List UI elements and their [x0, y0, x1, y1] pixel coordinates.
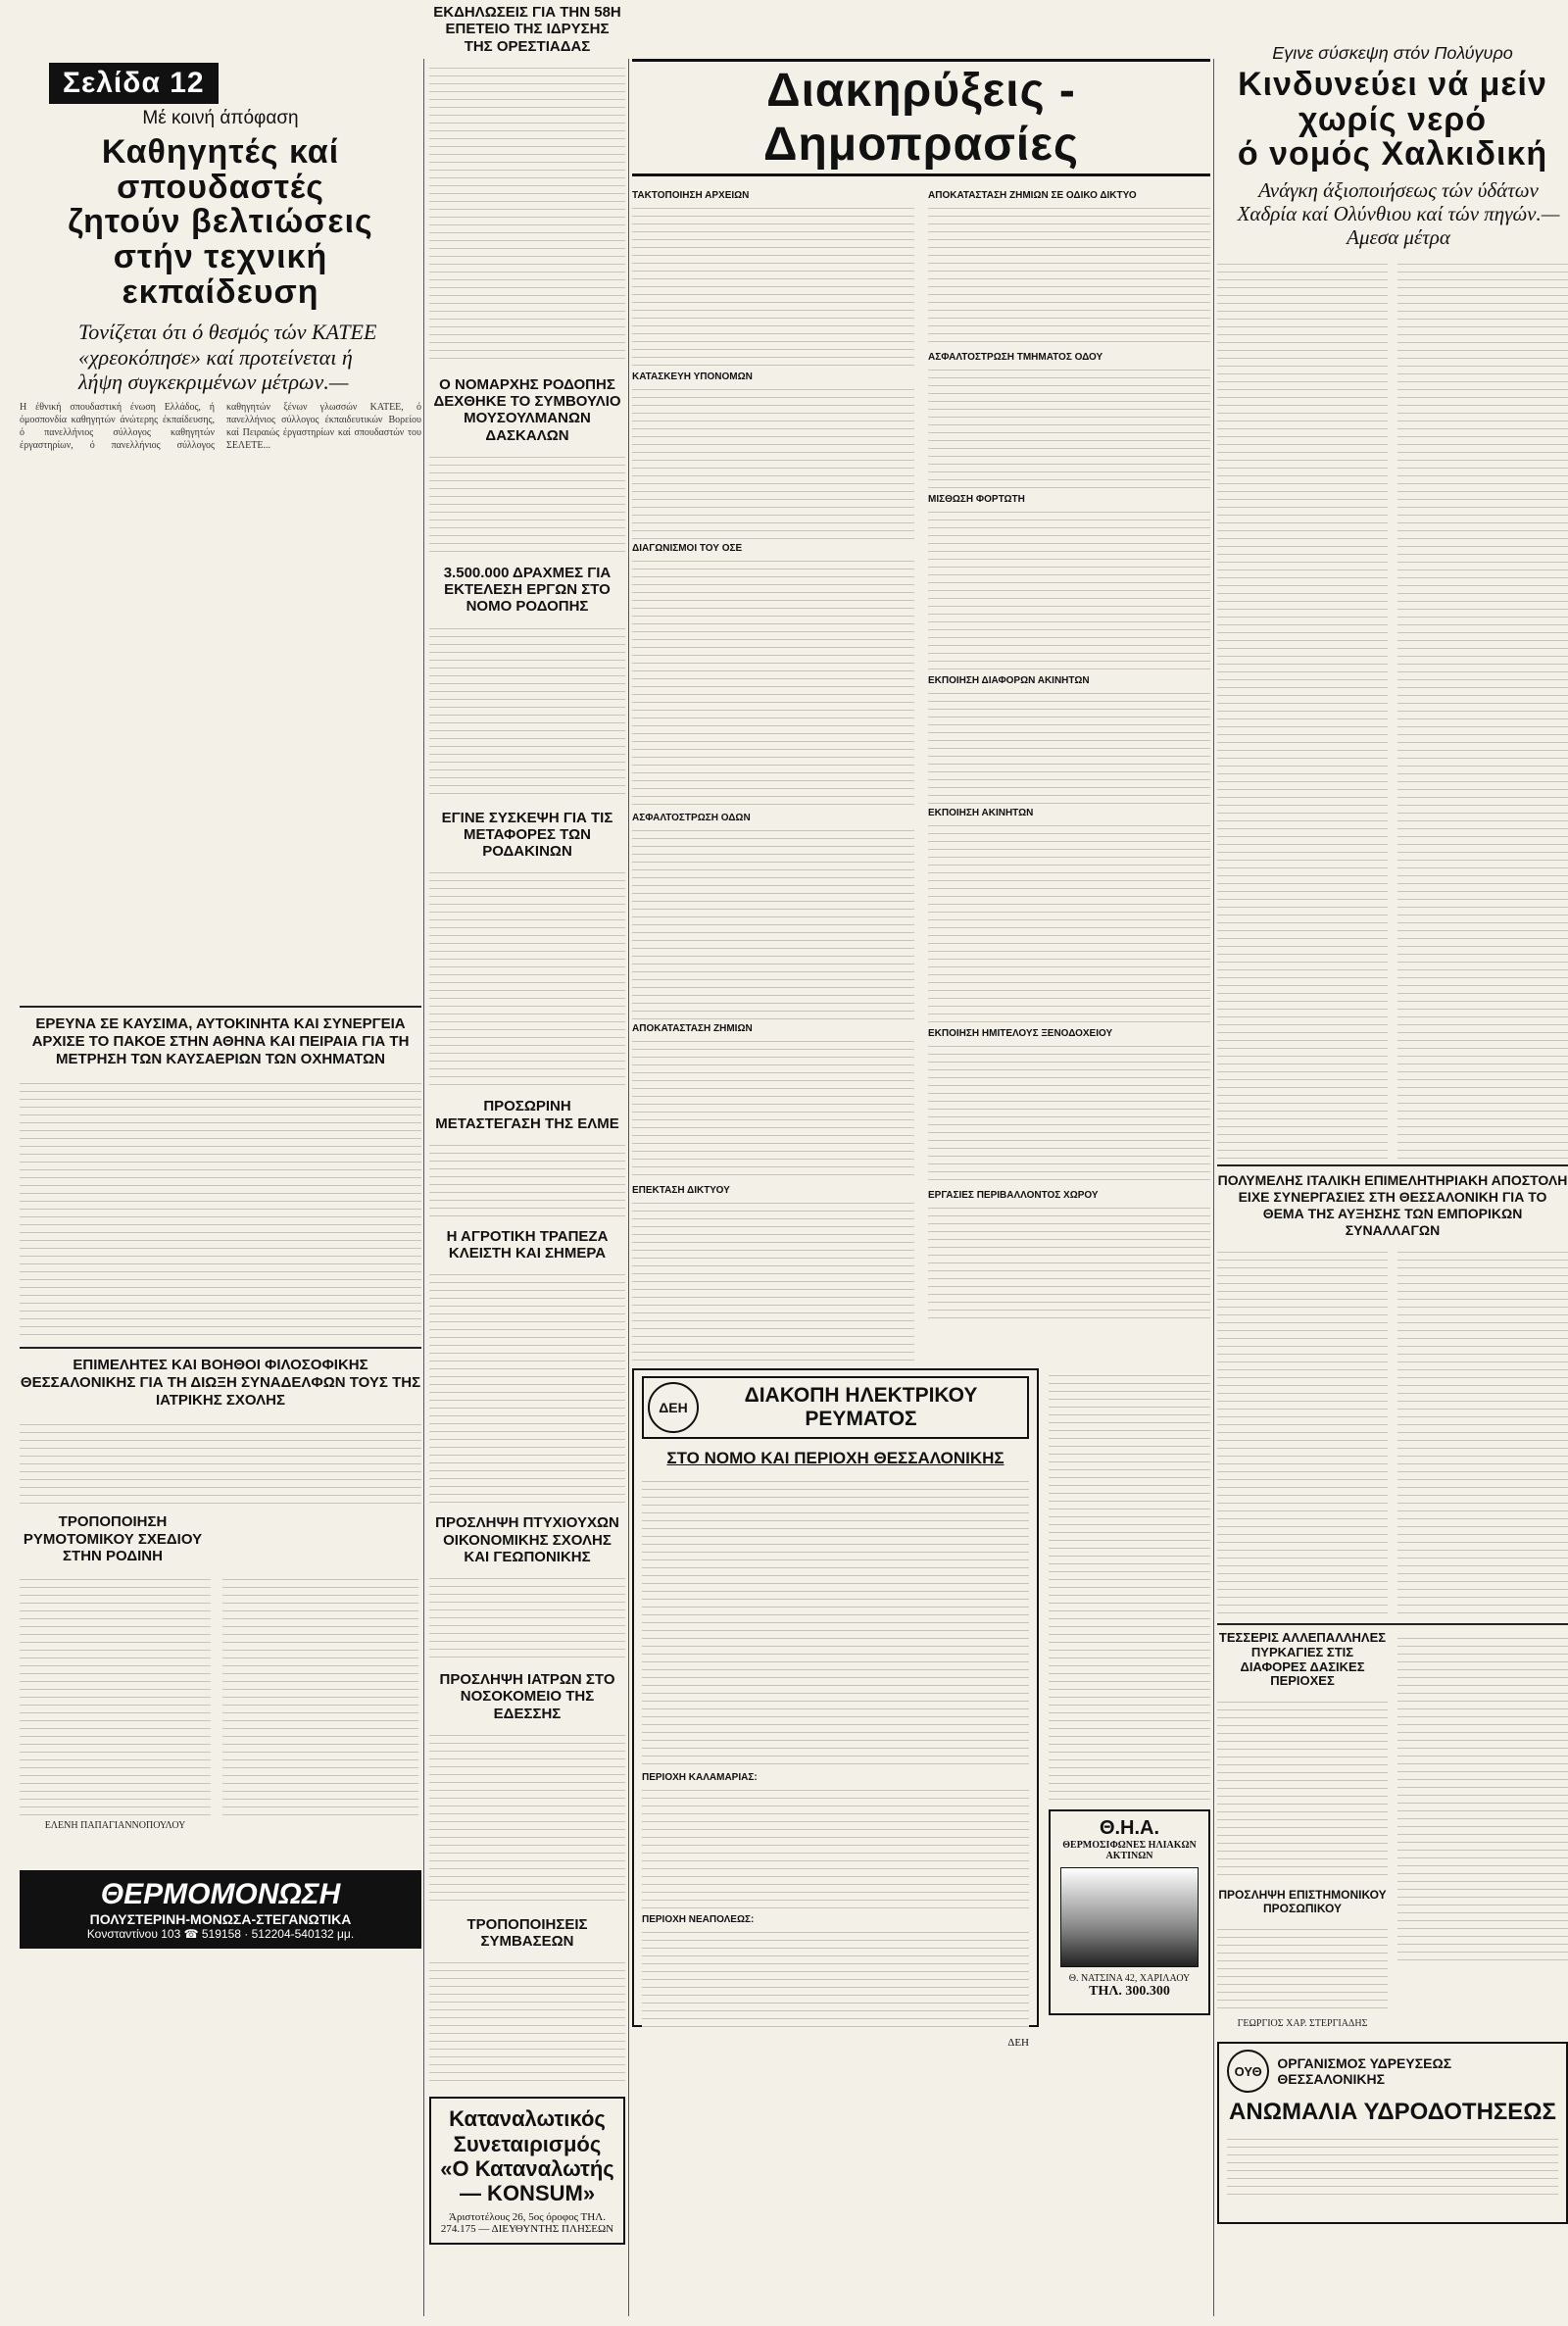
- story-headline: ΕΡΕΥΝΑ ΣΕ ΚΑΥΣΙΜΑ, ΑΥΤΟΚΙΝΗΤΑ ΚΑΙ ΣΥΝΕΡΓΕΙΑ ΑΡΧΙΣΕ ΤΟ ΠΑΚΟΕ ΣΤΗΝ ΑΘΗΝΑ ΚΑΙ ΠΕΙΡΑΙΑ ΓΙΑ ΤΗ ΜΕΤΡΗΣΗ ΤΩΝ ΚΑΥΣΑΕΡΙΩΝ ΤΩΝ ΟΧΗΜΑΤΩΝ: [31, 1015, 410, 1068]
- story-body: [1397, 1245, 1568, 1617]
- notice-section-heading: ΠΕΡΙΟΧΗ ΚΑΛΑΜΑΡΙΑΣ:: [642, 1772, 758, 1784]
- story-body: [429, 450, 625, 553]
- article-kicker: Μέ κοινή άπόφαση: [142, 108, 299, 128]
- notice-section-heading: ΠΕΡΙΟΧΗ ΝΕΑΠΟΛΕΩΣ:: [642, 1914, 755, 1926]
- auction-text: [928, 505, 1210, 671]
- ad-subtitle: ΠΟΛΥΣΤΕΡΙΝΗ-ΜΟΝΩΣΑ-ΣΤΕΓΑΝΩΤΙΚΑ: [89, 1911, 352, 1928]
- article-signature: ΕΛΕΝΗ ΠΑΠΑΓΙΑΝΝΟΠΟΥΛΟΥ: [44, 1820, 186, 1832]
- divider: [20, 1006, 421, 1008]
- banner-title: Διακηρύξεις - Δημοπρασίες: [762, 65, 1080, 171]
- story-body: [1217, 1245, 1388, 1617]
- divider: [1217, 1164, 1568, 1166]
- story-body: [429, 621, 625, 798]
- auction-heading: ΕΚΠΟΙΗΣΗ ΑΚΙΝΗΤΩΝ: [928, 808, 1034, 818]
- story-headline: ΕΠΙΜΕΛΗΤΕΣ ΚΑΙ ΒΟΗΘΟΙ ΦΙΛΟΣΟΦΙΚΗΣ ΘΕΣΣΑΛΟΝΙΚΗΣ ΓΙΑ ΤΗ ΔΙΩΞΗ ΣΥΝΑΔΕΛΦΩΝ ΤΟΥΣ ΤΗΣ ΙΑΤΡΙΚΗΣ ΣΧΟΛΗΣ: [20, 1357, 421, 1410]
- auction-text: [928, 686, 1210, 804]
- auction-text: [928, 818, 1210, 1024]
- auction-heading: ΑΣΦΑΛΤΟΣΤΡΩΣΗ ΤΜΗΜΑΤΟΣ ΟΔΟΥ: [928, 352, 1103, 363]
- article-headline: [20, 135, 421, 310]
- advertisement-thermomonosi: [20, 1870, 421, 1949]
- article-lead: Η έθνική σπουδαστική ένωση Ελλάδος, ή όμοσπονδία καθηγητών άνώτερης έκπαίδευσης, ό πανελλήνιος σύλλογος καθηγητών έργαστηρίων, ό πανελλήνιος σύλλογος καθηγητών ξένων γλωσσών ΚΑΤΕΕ, ό πανελλήνιος σύλλογος έκπαιδευτικών Βορείου καί Πειραιώς έργαστηρίων καί σπουδαστών του ΣΕΛΕΤΕ...: [20, 402, 421, 451]
- ad-text: Άριστοτέλους 26, 5ος όροφος ΤΗΛ. 274.175 — ΔΙΕΥΘΥΝΤΗΣ ΠΛΗΣΕΩΝ: [440, 2211, 614, 2236]
- notice-signature: ΔΕΗ: [1007, 2037, 1029, 2050]
- power-outage-notice: [632, 1368, 1039, 2050]
- divider: [1217, 1623, 1568, 1625]
- page-number-badge: Σελίδα 12: [49, 63, 219, 104]
- story-headline: ΠΡΟΣΛΗΨΗ ΠΤΥΧΙΟΥΧΩΝ ΟΙΚΟΝΟΜΙΚΗΣ ΣΧΟΛΗΣ ΚΑΙ ΓΕΩΠΟΝΙΚΗΣ: [435, 1514, 619, 1565]
- column-rule: [1213, 59, 1214, 2316]
- story-headline: ΤΡΟΠΟΠΟΙΗΣΕΙΣ ΣΥΜΒΑΣΕΩΝ: [466, 1915, 588, 1950]
- divider: [20, 1347, 421, 1349]
- article-body: [1217, 257, 1388, 1159]
- auction-heading: ΑΠΟΚΑΤΑΣΤΑΣΗ ΖΗΜΙΩΝ: [632, 1023, 753, 1034]
- notice-title: ΔΙΑΚΟΠΗ ΗΛΕΚΤΡΙΚΟΥ ΡΕΥΜΑΤΟΣ: [744, 1384, 978, 1430]
- headline-line: Καθηγητές καί σπουδαστές: [101, 133, 340, 206]
- auction-text: [632, 1196, 914, 1361]
- story-body: [429, 61, 625, 365]
- column-3: [632, 0, 1210, 2326]
- ad-text: [1227, 2132, 1558, 2201]
- auction-heading: ΕΚΠΟΙΗΣΗ ΔΙΑΦΟΡΩΝ ΑΚΙΝΗΤΩΝ: [928, 675, 1090, 686]
- ad-title: ΑΝΩΜΑΛΙΑ ΥΔΡΟΔΟΤΗΣΕΩΣ: [1229, 2099, 1556, 2126]
- auction-text: [1049, 1368, 1210, 1800]
- headline-line: Κινδυνεύει νά μείν: [1238, 66, 1547, 103]
- story-body: [429, 1955, 625, 2083]
- auction-heading: ΑΠΟΚΑΤΑΣΤΑΣΗ ΖΗΜΙΩΝ ΣΕ ΟΔΙΚΟ ΔΙΚΤΥΟ: [928, 190, 1137, 201]
- story-headline: ΠΡΟΣΛΗΨΗ ΕΠΙΣΤΗΜΟΝΙΚΟΥ ΠΡΟΣΩΠΙΚΟΥ: [1218, 1888, 1387, 1916]
- auctions-left-column: [632, 186, 914, 1361]
- auction-text: [928, 1201, 1210, 1322]
- article-deck: Τονίζεται ότι ό θεσμός τών ΚΑΤΕΕ «χρεοκόπησε» καί προτείνεται ή λήψη συγκεκριμένων μέτρων.—: [78, 320, 377, 395]
- auction-heading: ΕΠΕΚΤΑΣΗ ΔΙΚΤΥΟΥ: [632, 1185, 730, 1196]
- story-body: [1217, 1922, 1388, 2015]
- auction-heading: ΜΙΣΘΩΣΗ ΦΟΡΤΩΤΗ: [928, 494, 1025, 505]
- notice-text: [642, 1925, 1029, 2033]
- story-headline: ΤΡΟΠΟΠΟΙΗΣΗ ΡΥΜΟΤΟΜΙΚΟΥ ΣΧΕΔΙΟΥ ΣΤΗΝ ΡΟΔΙΝΗ: [23, 1513, 203, 1564]
- story-body: [429, 1571, 625, 1659]
- story-body: [429, 866, 625, 1086]
- story-headline: ΤΕΣΣΕΡΙΣ ΑΛΛΕΠΑΛΛΗΛΕΣ ΠΥΡΚΑΓΙΕΣ ΣΤΙΣ ΔΙΑΦΟΡΕΣ ΔΑΣΙΚΕΣ ΠΕΡΙΟΧΕΣ: [1218, 1629, 1387, 1689]
- story-headline: 3.500.000 ΔΡΑΧΜΕΣ ΓΙΑ ΕΚΤΕΛΕΣΗ ΕΡΓΩΝ ΣΤΟ ΝΟΜΟ ΡΟΔΟΠΗΣ: [443, 564, 612, 616]
- article-deck: Ανάγκη άξιοποιήσεως τών ύδάτων Χαδρία καί Ολύνθιου καί τών πηγών.— Αμεσα μέτρα: [1237, 178, 1560, 250]
- auction-text: [632, 1034, 914, 1181]
- story-body: [20, 1417, 421, 1506]
- ad-subtitle: ΘΕΡΜΟΣΙΦΩΝΕΣ ΗΛΙΑΚΩΝ ΑΚΤΙΝΩΝ: [1062, 1840, 1197, 1861]
- auction-text: [928, 363, 1210, 490]
- story-body: [429, 1138, 625, 1216]
- auction-heading: ΚΑΤΑΣΚΕΥΗ ΥΠΟΝΟΜΩΝ: [632, 371, 753, 382]
- story-headline: ΠΟΛΥΜΕΛΗΣ ΙΤΑΛΙΚΗ ΕΠΙΜΕΛΗΤΗΡΙΑΚΗ ΑΠΟΣΤΟΛΗ ΕΙΧΕ ΣΥΝΕΡΓΑΣΙΕΣ ΣΤΗ ΘΕΣΣΑΛΟΝΙΚΗ ΓΙΑ ΤΟ ΘΕΜΑ ΤΗΣ ΑΥΞΗΣΗΣ ΤΩΝ ΕΜΠΟΡΙΚΩΝ ΣΥΝΑΛΛΑΓΩΝ: [1217, 1172, 1568, 1238]
- headline-line: ό νομός Χαλκιδική: [1237, 135, 1548, 173]
- story-body: [429, 1728, 625, 1905]
- article-kicker: Εγινε σύσκεψη στόν Πολύγυρο: [1272, 43, 1513, 63]
- auction-heading: ΤΑΚΤΟΠΟΙΗΣΗ ΑΡΧΕΙΩΝ: [632, 190, 750, 201]
- notice-subtitle: ΣΤΟ ΝΟΜΟ ΚΑΙ ΠΕΡΙΟΧΗ ΘΕΣΣΑΛΟΝΙΚΗΣ: [666, 1449, 1004, 1467]
- story-headline: ΠΡΟΣΩΡΙΝΗ ΜΕΤΑΣΤΕΓΑΣΗ ΤΗΣ ΕΛΜΕ: [435, 1098, 619, 1132]
- advertisement-water-utility: [1217, 2042, 1568, 2224]
- column-4: [1217, 0, 1568, 2326]
- auction-text: [928, 1039, 1210, 1186]
- headline-line: χωρίς νερό: [1298, 100, 1488, 138]
- ad-title: Θ.Η.Α.: [1099, 1817, 1160, 1839]
- auction-heading: ΕΡΓΑΣΙΕΣ ΠΕΡΙΒΑΛΛΟΝΤΟΣ ΧΩΡΟΥ: [928, 1190, 1099, 1201]
- ad-title: Καταναλωτικός Συνεταιρισμός «Ο Καταναλωτής — KONSUM»: [440, 2106, 614, 2206]
- ad-address: Κονσταντίνου 103 ☎ 519158 · 512204-540132 μμ.: [86, 1927, 355, 1942]
- auction-heading: ΔΙΑΓΩΝΙΣΜΟΙ ΤΟΥ ΟΣΕ: [632, 543, 743, 554]
- ad-organization: ΟΡΓΑΝΙΣΜΟΣ ΥΔΡΕΥΣΕΩΣ ΘΕΣΣΑΛΟΝΙΚΗΣ: [1277, 2055, 1452, 2088]
- story-headline: ΠΡΟΣΛΗΨΗ ΙΑΤΡΩΝ ΣΤΟ ΝΟΣΟΚΟΜΕΙΟ ΤΗΣ ΕΔΕΣΣΗΣ: [439, 1671, 615, 1722]
- story-headline: ΕΚΔΗΛΩΣΕΙΣ ΓΙΑ ΤΗΝ 58Η ΕΠΕΤΕΙΟ ΤΗΣ ΙΔΡΥΣΗΣ ΤΗΣ ΟΡΕΣΤΙΑΔΑΣ: [433, 4, 621, 55]
- headline-line: ζητούν βελτιώσεις: [68, 203, 373, 241]
- article-signature: ΓΕΩΡΓΙΟΣ ΧΑΡ. ΣΤΕΡΓΙΑΔΗΣ: [1237, 2018, 1368, 2030]
- ad-phone: ΤΗΛ. 300.300: [1089, 1984, 1170, 1999]
- auction-text: [928, 201, 1210, 348]
- water-utility-logo-icon: ΟΥΘ: [1227, 2050, 1269, 2093]
- deh-logo-icon: ΔΕΗ: [648, 1382, 699, 1433]
- story-headline: Ο ΝΟΜΑΡΧΗΣ ΡΟΔΟΠΗΣ ΔΕΧΘΗΚΕ ΤΟ ΣΥΜΒΟΥΛΙΟ ΜΟΥΣΟΥΛΜΑΝΩΝ ΔΑΣΚΑΛΩΝ: [433, 375, 621, 444]
- column-rule: [628, 59, 629, 2316]
- story-body: [1397, 1631, 1568, 1964]
- headline-line: στήν τεχνική εκπαίδευση: [113, 238, 328, 311]
- column-2: [429, 0, 625, 2326]
- auction-text: [632, 382, 914, 539]
- advertisement-tha: [1049, 1809, 1210, 2015]
- auction-text: [632, 823, 914, 1019]
- section-banner: [632, 59, 1210, 176]
- article-body: [1397, 257, 1568, 1159]
- story-headline: ΕΓΙΝΕ ΣΥΣΚΕΨΗ ΓΙΑ ΤΙΣ ΜΕΤΑΦΟΡΕΣ ΤΩΝ ΡΟΔΑΚΙΝΩΝ: [441, 809, 613, 860]
- notice-text: [642, 1783, 1029, 1910]
- auction-text: [632, 201, 914, 368]
- column-1: [20, 0, 421, 2326]
- solar-heater-image: [1060, 1867, 1199, 1967]
- story-body: [429, 1267, 625, 1503]
- auctions-right-column: [928, 186, 1210, 1361]
- article-body: [20, 402, 421, 1000]
- story-headline: Η ΑΓΡΟΤΙΚΗ ΤΡΑΠΕΖΑ ΚΛΕΙΣΤΗ ΚΑΙ ΣΗΜΕΡΑ: [446, 1227, 609, 1262]
- notice-text: [642, 1474, 1029, 1768]
- right-auction-continuation: [1049, 1368, 1210, 2027]
- story-body: [1217, 1695, 1388, 1881]
- auction-heading: ΑΣΦΑΛΤΟΣΤΡΩΣΗ ΟΔΩΝ: [632, 813, 751, 823]
- story-body: [20, 1572, 211, 1817]
- ad-title: ΘΕΡΜΟΜΟΝΩΣΗ: [100, 1878, 341, 1911]
- auction-heading: ΕΚΠΟΙΗΣΗ ΗΜΙΤΕΛΟΥΣ ΞΕΝΟΔΟΧΕΙΟΥ: [928, 1028, 1113, 1039]
- ad-address: Θ. ΝΑΤΣΙΝΑ 42, ΧΑΡΙΛΑΟΥ: [1068, 1973, 1191, 1984]
- column-rule: [423, 59, 424, 2316]
- article-headline: [1217, 68, 1568, 173]
- story-body: [20, 1076, 421, 1341]
- story-body: [222, 1572, 418, 1817]
- advertisement-konsum: [429, 2097, 625, 2245]
- auction-text: [632, 554, 914, 809]
